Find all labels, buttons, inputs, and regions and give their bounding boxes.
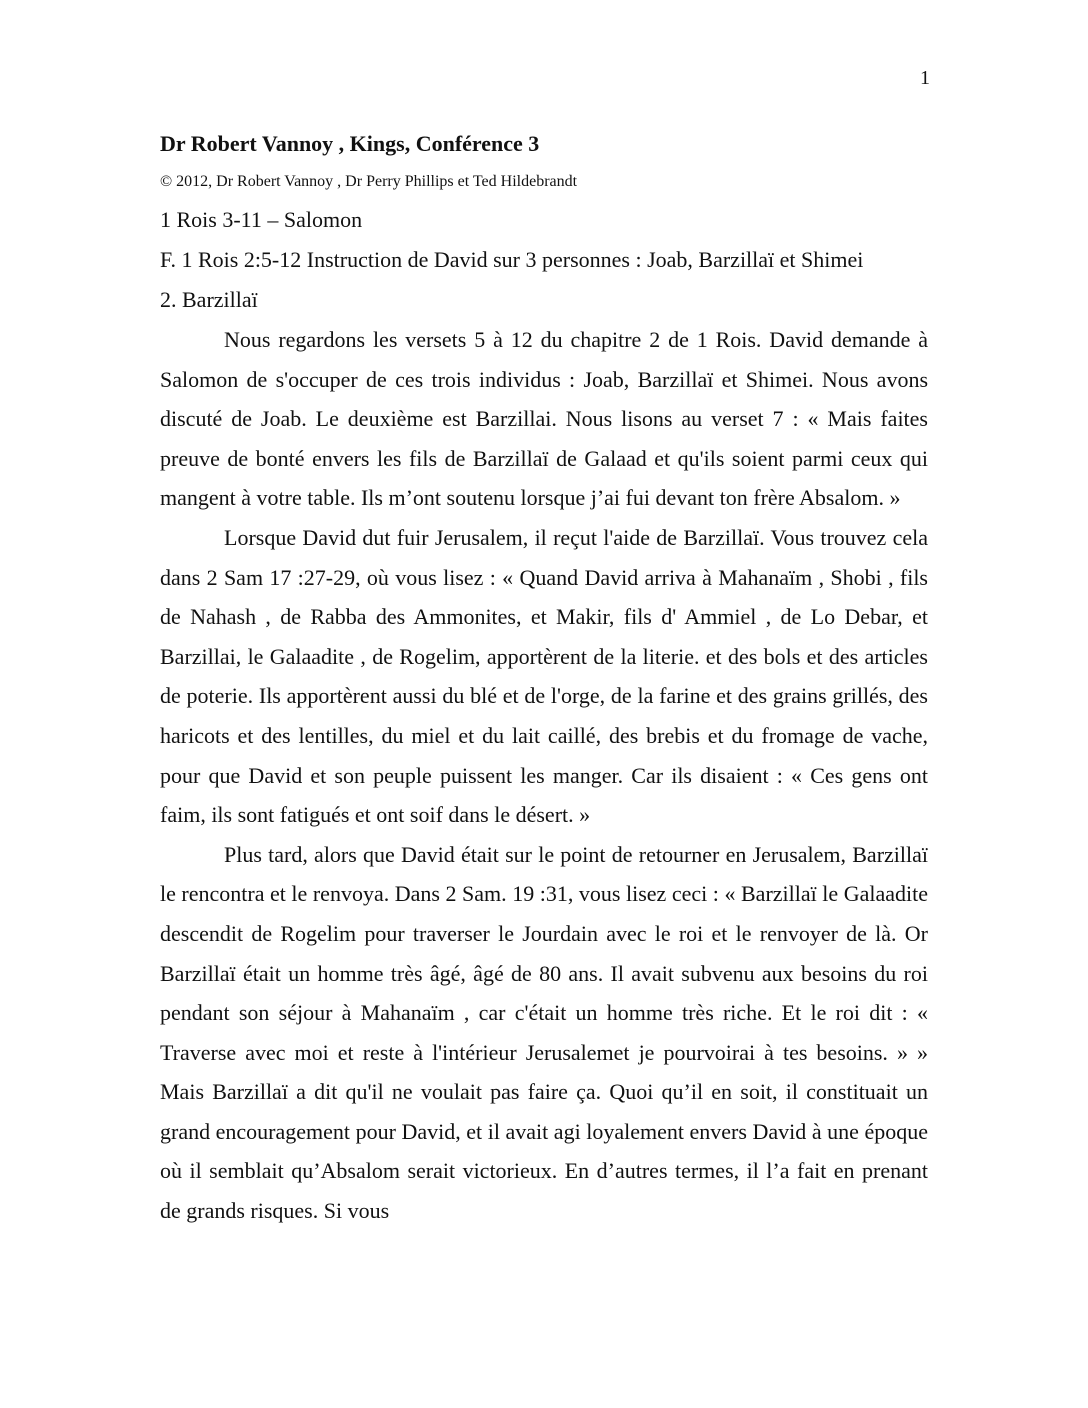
lecture-title: Dr Robert Vannoy , Kings, Conférence 3 <box>160 131 540 156</box>
document-content <box>160 124 928 1231</box>
body-paragraph: Nous regardons les versets 5 à 12 du chapitre 2 de 1 Rois. David demande à Salomon de s'occuper de ces trois individus : Joab, Barzillaï et Shimei. Nous avons discuté de Joab. Le deuxième est Barzillai. Nous lisons au verset 7 : « Mais faites preuve de bonté envers les fils de Barzillaï de Galaad et qu'ils soient parmi ceux qui mangent à votre table. Ils m’ont soutenu lorsque j’ai fui devant ton frère Absalom. » <box>160 327 928 511</box>
body-paragraph: Plus tard, alors que David était sur le point de retourner en Jerusalem, Barzillaï le rencontra et le renvoya. Dans 2 Sam. 19 :31, vous lisez ceci : « Barzillaï le Galaadite descendit de Rogelim pour traverser le Jourdain avec le roi et le renvoyer de là. Or Barzillaï était un homme très âgé, âgé de 80 ans. Il avait subvenu aux besoins du roi pendant son séjour à Mahanaïm , car c'était un homme très riche. Et le roi dit : « Traverse avec moi et reste à l'intérieur Jerusalemet je pourvoirai à tes besoins. » » Mais Barzillaï a dit qu'il ne voulait pas faire ça. Quoi qu’il en soit, il constituait un grand encouragement pour David, et il avait agi loyalement envers David à une époque où il semblait qu’Absalom serait victorieux. En d’autres termes, il l’a fait en prenant de grands risques. Si vous <box>160 841 928 1224</box>
body-paragraph: Lorsque David dut fuir Jerusalem, il reçut l'aide de Barzillaï. Vous trouvez cela dans 2 Sam 17 :27-29, où vous lisez : « Quand David arriva à Mahanaïm , Shobi , fils de Nahash , de Rabba des Ammonites, et Makir, fils d' Ammiel , de Lo Debar, et Barzillai, le Galaadite , de Rogelim, apportèrent de la literie. et des bols et des articles de poterie. Ils apportèrent aussi du blé et de l'orge, de la farine et des grains grillés, des haricots et des lentilles, du miel et du lait caillé, des brebis et du fromage de vache, pour que David et son peuple puissent les manger. Car ils disaient : « Ces gens ont faim, ils sont fatigués et ont soif dans le désert. » <box>160 524 928 828</box>
subsection-heading: F. 1 Rois 2:5-12 Instruction de David sur 3 personnes : Joab, Barzillaï et Shimei <box>160 247 864 272</box>
copyright-line: © 2012, Dr Robert Vannoy , Dr Perry Phillips et Ted Hildebrandt <box>160 173 578 190</box>
section-heading: 1 Rois 3-11 – Salomon <box>160 207 363 232</box>
topic-heading: 2. Barzillaï <box>160 287 258 312</box>
page-number: 1 <box>920 67 930 89</box>
